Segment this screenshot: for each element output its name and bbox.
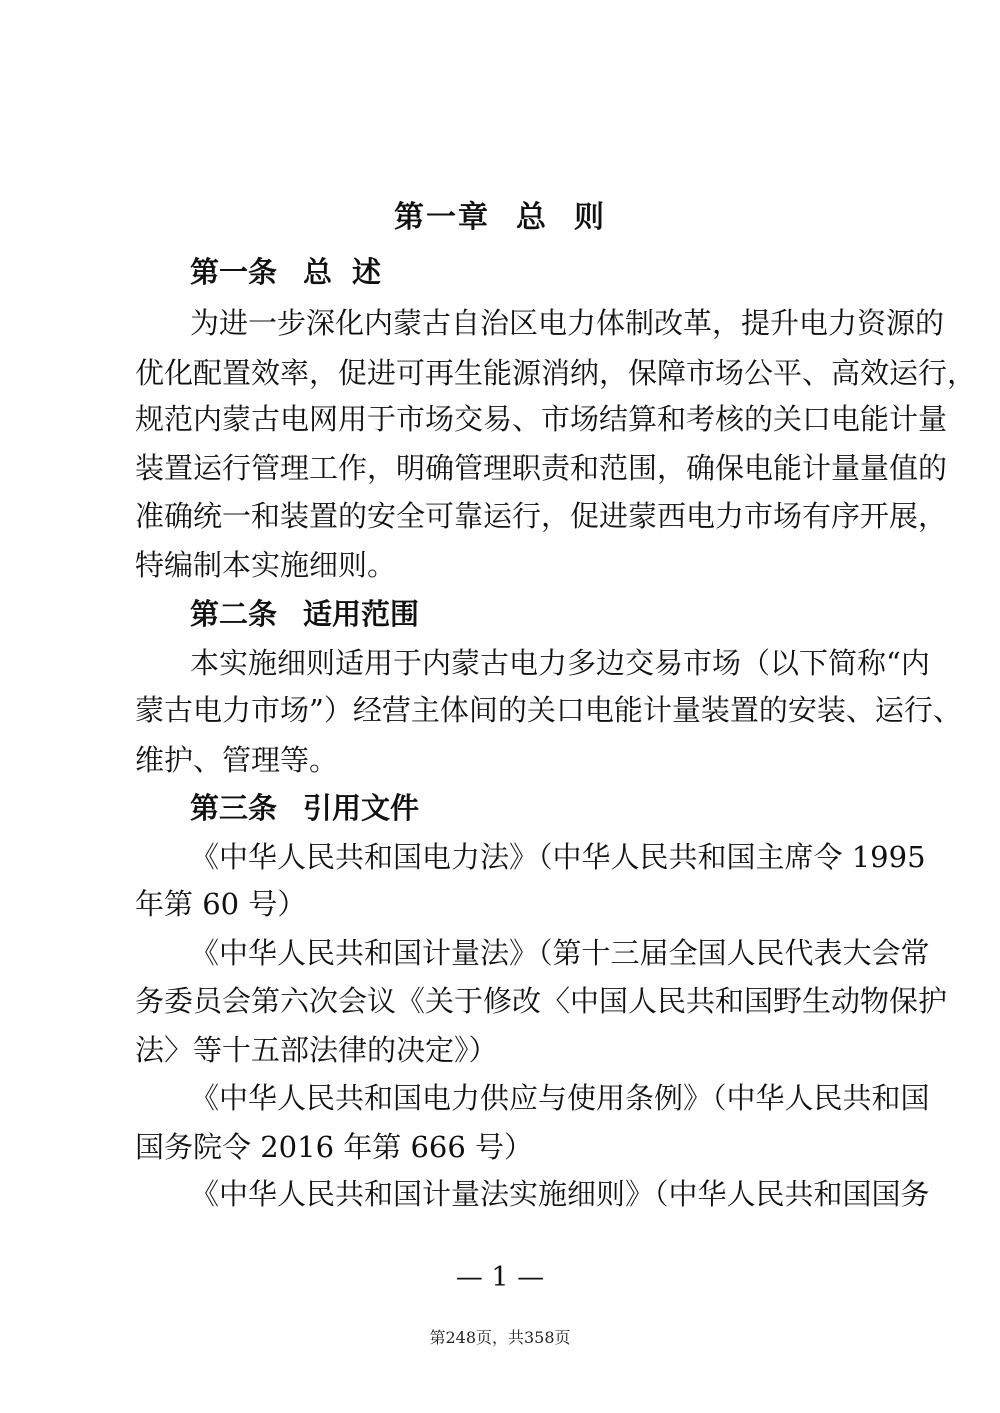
article-2-line: 维护、管理等。 — [135, 743, 339, 777]
article-3-line: 《中华人民共和国电力法》（中华人民共和国主席令 1995 — [190, 840, 926, 874]
chapter-title-word-1: 总 — [516, 200, 548, 235]
article-3-line: 《中华人民共和国电力供应与使用条例》（中华人民共和国 — [190, 1081, 930, 1115]
article-2-heading — [190, 594, 419, 634]
article-1-number: 第一条 — [190, 255, 278, 289]
article-3-number: 第三条 — [190, 791, 278, 825]
article-1-line: 为进一步深化内蒙古自治区电力体制改革，提升电力资源的 — [190, 306, 945, 340]
article-3-line: 国务院令 2016 年第 666 号） — [135, 1130, 534, 1164]
article-1-line: 准确统一和装置的安全可靠运行，促进蒙西电力市场有序开展， — [135, 499, 948, 533]
chapter-number: 第一章 — [394, 200, 490, 235]
chapter-title — [0, 192, 1000, 236]
article-1-title-char-1: 总 — [303, 255, 333, 289]
article-3-line: 年第 60 号） — [135, 887, 307, 921]
article-2-line: 蒙古电力市场”）经营主体间的关口电能计量装置的安装、运行、 — [135, 693, 962, 727]
article-1-heading — [190, 252, 381, 292]
chapter-title-word-2: 则 — [574, 200, 606, 235]
article-3-title: 引用文件 — [303, 791, 420, 825]
article-3-line: 务委员会第六次会议《关于修改〈中国人民共和国野生动物保护 — [135, 984, 948, 1018]
article-1-title-char-2: 述 — [352, 255, 382, 289]
article-1-line: 装置运行管理工作，明确管理职责和范围，确保电能计量量值的 — [135, 451, 948, 485]
page-number: — 1 — — [455, 1262, 545, 1293]
page-count-footer: 第248页，共358页 — [429, 1328, 571, 1347]
article-1-line: 规范内蒙古电网用于市场交易、市场结算和考核的关口电能计量 — [135, 402, 948, 436]
article-3-heading — [190, 788, 419, 828]
article-3-line: 《中华人民共和国计量法实施细则》（中华人民共和国国务 — [190, 1177, 930, 1211]
article-2-title: 适用范围 — [303, 597, 420, 631]
article-2-line: 本实施细则适用于内蒙古电力多边交易市场（以下简称“内 — [190, 646, 930, 680]
article-2-number: 第二条 — [190, 597, 278, 631]
article-3-line: 法〉等十五部法律的决定》） — [135, 1033, 498, 1067]
article-1-line: 特编制本实施细则。 — [135, 548, 397, 582]
article-1-line: 优化配置效率，促进可再生能源消纳，保障市场公平、高效运行， — [135, 356, 977, 390]
article-3-line: 《中华人民共和国计量法》（第十三届全国人民代表大会常 — [190, 936, 930, 970]
